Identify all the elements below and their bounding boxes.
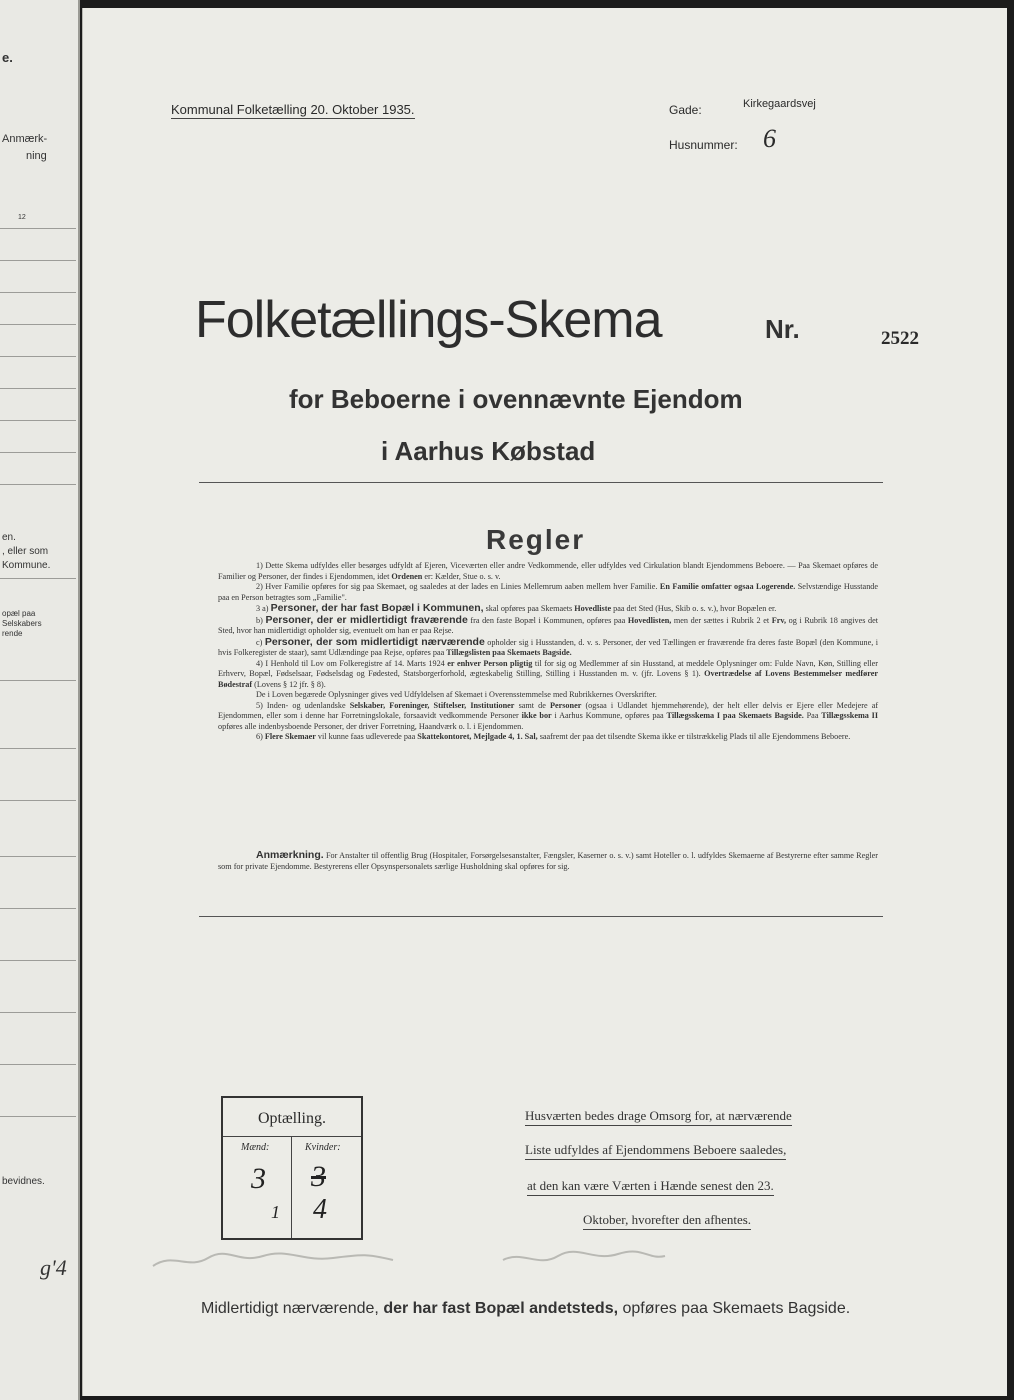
form-subtitle: for Beboerne i ovennævnte Ejendom (289, 384, 743, 414)
rule-3c: c) Personer, der som midlertidigt nærværende opholder sig i Husstanden, d. v. s. Personer, der ved Tællingen er fraværende fra deres faste Bopæl (den Kommune, i hvis Folkeregister de staar), samt Udlændinge paa Rejse, opføres paa Tillægslisten paa Skemaets Bagside. (218, 635, 879, 657)
left-fragment: , eller som (2, 546, 49, 557)
count-box-divider (291, 1136, 292, 1238)
left-fragment-e: e. (2, 50, 13, 65)
landlord-note-line: Husværten bedes drage Omsorg for, at nærværende (525, 1108, 792, 1124)
count-box-title: Optælling. (257, 1110, 326, 1127)
women-count-corrected: 4 (313, 1194, 327, 1225)
street-label: Gade: (669, 103, 702, 117)
left-rule (0, 1012, 76, 1013)
rule-5: 5) Inden- og udenlandske Selskaber, Foreninger, Stiftelser, Institutioner samt de Personer (ogsaa i Udlandet hjemmehørende), der helt eller delvis er Ejere eller Medejere af Ejendommen, eller som i denne har Forretningslokale, forsaavidt vedkommende Personer ikke bor i Aarhus Kommune, opføres paa Tillægsskema I paa Skemaets Bagside. Paa Tillægsskema II opføres alle indenbysboende Personer, der driver Forretning, Haandværk o. l. i Ejendommen. (218, 700, 879, 731)
form-number: 2522 (881, 328, 919, 349)
rule-2: 2) Hver Familie opføres for sig paa Skemaet, og saaledes at der lades en Linies Mellemrum aaben mellem hver Familie. En Familie omfatter ogsaa Logerende. Selvstændige Husstande paa en Person betragtes som „Familie". (218, 582, 879, 602)
rule-3a: 3 a) Personer, der har fast Bopæl i Kommunen, skal opføres paa Skemaets Hovedliste paa det Sted (Hus, Skib o. s. v.), hvor Bopælen er. (256, 602, 777, 614)
left-fragment: en. (2, 532, 16, 543)
annotation-label: Anmærkning. (256, 849, 324, 861)
left-rule (0, 908, 76, 909)
rule-4: 4) I Henhold til Lov om Folkeregistre af 14. Marts 1924 er enhver Person pligtig til for sig og Medlemmer af sin Husstand, at meddele Oplysninger om: Fulde Navn, Køn, Stilling eller Erhverv, Bopæl, Fødselsaar, Fødselsdag og Fødested, Statsborgerforhold, ægteskabelig Stilling, Stilling i Husstanden m. v. (jfr. Lovens § 1). Overtrædelse af Lovens Bestemmelser medfører Bødestraf (Lovens § 12 jfr. § 8). (218, 658, 878, 689)
form-location: i Aarhus Købstad (381, 436, 596, 466)
landlord-note-line: Liste udfyldes af Ejendommens Beboere saaledes, (525, 1142, 786, 1158)
left-fragment: bevidnes. (2, 1176, 45, 1187)
left-rule (0, 748, 76, 749)
annotation-note (218, 850, 878, 872)
divider (199, 916, 883, 917)
house-number-label: Husnummer: (669, 138, 738, 152)
left-rule (0, 356, 76, 357)
left-rule (0, 960, 76, 961)
left-rule (0, 1116, 76, 1117)
landlord-note-line: at den kan være Værten i Hænde senest den 23. (527, 1178, 774, 1194)
left-handwriting: g'4 (40, 1255, 67, 1280)
men-label: Mænd: (241, 1142, 270, 1153)
left-rule (0, 228, 76, 229)
women-count-crossed: 3 (311, 1160, 326, 1193)
rule-6: 6) Flere Skemaer vil kunne faas udleverede paa Skattekontoret, Mejlgade 4, 1. Sal, saafremt der paa det tilsendte Skema ikke er tilstrækkelig Plads til alle Ejendommens Beboere. (256, 732, 851, 741)
left-anmaerkning-1: Anmærk- (2, 133, 48, 145)
left-rule (0, 800, 76, 801)
left-fragment: opæl paa (2, 609, 36, 618)
left-rule (0, 680, 76, 681)
rules-text (218, 561, 878, 743)
left-rule (0, 578, 76, 579)
footer-note: Midlertidigt nærværende, der har fast Bopæl andetsteds, opføres paa Skemaets Bagside. (201, 1300, 851, 1317)
rule-1: 1) Dette Skema udfyldes eller besørges udfyldt af Ejeren, Viceværten eller andre Vedkommende, eller udfyldes ved Cirkulation blandt Ejendommens Beboere. — Paa Skemaet opføres de Familier og Personer, der findes i Ejendommen, idet Ordenen er: Kælder, Stue o. s. v. (218, 561, 878, 581)
left-rule (0, 292, 76, 293)
rule-3b: b) Personer, der er midlertidigt fraværende fra den faste Bopæl i Kommunen, opføres paa Hovedlisten, men der sættes i Rubrik 2 et Frv, og i Rubrik 18 angives det Sted, hvor han midlertidigt opholder sig, eventuelt om han er paa Rejse. (218, 613, 879, 635)
left-rule (0, 260, 76, 261)
left-fragment: Selskabers (2, 619, 42, 628)
left-fragment: rende (2, 629, 23, 638)
men-count: 3 (251, 1162, 266, 1195)
men-count-extra: 1 (271, 1202, 280, 1222)
landlord-note-line: Oktober, hvorefter den afhentes. (583, 1212, 751, 1228)
form-number-label: Nr. (765, 314, 800, 344)
left-rule (0, 388, 76, 389)
left-rule (0, 420, 76, 421)
form-title: Folketællings-Skema (195, 291, 662, 349)
count-box (221, 1096, 363, 1240)
faint-signatures (143, 1244, 673, 1278)
left-adjacent-page (0, 0, 80, 1400)
house-number-value: 6 (763, 124, 776, 153)
left-rule (0, 1064, 76, 1065)
census-form-page (82, 8, 1007, 1396)
left-anmaerkning-2: ning (26, 150, 47, 162)
rule-4-note: De i Loven begærede Oplysninger gives ved Udfyldelsen af Skemaet i Overensstemmelse med Rubrikkernes Overskrifter. (256, 690, 657, 699)
annotation-text: For Anstalter til offentlig Brug (Hospitaler, Forsørgelsesanstalter, Fængsler, Kaserner o. s. v.) samt Hoteller o. l. udfyldes Skemaerne af Bestyrerne efter samme Regler som for private Ejendomme. Bestyrerens eller Opsynspersonalets særlige Husholdning skal opføres for sig. (218, 851, 878, 871)
left-fragment: Kommune. (2, 560, 51, 571)
divider (199, 482, 883, 483)
left-rule (0, 324, 76, 325)
street-value: Kirkegaardsvej (743, 98, 816, 110)
women-label: Kvinder: (305, 1142, 341, 1153)
census-header: Kommunal Folketælling 20. Oktober 1935. (171, 102, 415, 117)
left-rule (0, 856, 76, 857)
left-rule (0, 484, 76, 485)
left-rule (0, 452, 76, 453)
count-box-rule (223, 1136, 361, 1137)
left-column-number: 12 (18, 214, 26, 221)
rules-heading: Regler (486, 524, 586, 555)
